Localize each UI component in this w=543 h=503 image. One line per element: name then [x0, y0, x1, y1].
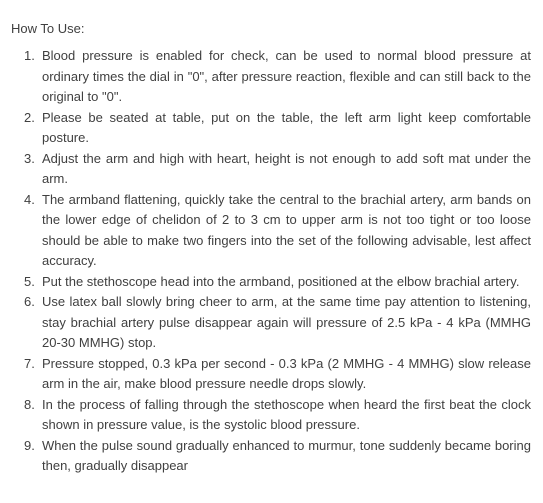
list-item-number: 8. [24, 396, 35, 412]
list-item-number: 1. [24, 48, 35, 63]
list-item-number: 6. [24, 294, 35, 309]
list-item [24, 436, 531, 477]
list-item [24, 190, 531, 272]
list-item-text: The armband flattening, quickly take the central to the brachial artery, arm bands on the lower edge of chelidon of 2 to 3 cm to upper arm is not too tight or too loose should be able to make two fingers into the set of the following advisable, lest affect accuracy. [42, 191, 531, 268]
list-item-number: 3. [24, 150, 35, 166]
list-item-text: Use latex ball slowly bring cheer to arm, at the same time pay attention to listening, stay brachial artery pulse disappear again will pressure of 2.5 kPa - 4 kPa (MMHG 20-30 MMHG) stop. [42, 294, 531, 350]
list-item-number: 7. [24, 355, 35, 371]
list-item [24, 395, 531, 436]
list-item-text: Adjust the arm and high with heart, height is not enough to add soft mat under the arm. [42, 150, 531, 186]
list-item-number: 2. [24, 109, 35, 125]
list-item-text: Pressure stopped, 0.3 kPa per second - 0.3 kPa (2 MMHG - 4 MMHG) slow release arm in the air, make blood pressure needle drops slowly. [42, 355, 531, 391]
list-item-number: 9. [24, 437, 35, 453]
list-item-number: 4. [24, 191, 35, 207]
list-item [24, 292, 531, 354]
list-item-text: Put the stethoscope head into the armband, positioned at the elbow brachial artery. [42, 273, 520, 289]
list-item-text: Please be seated at table, put on the table, the left arm light keep comfortable posture. [42, 109, 531, 145]
list-item-text: In the process of falling through the stethoscope when heard the first beat the clock shown in pressure value, is the systolic blood pressure. [42, 396, 531, 432]
list-item [24, 108, 531, 149]
list-item [24, 149, 531, 190]
instructions-heading: How To Use: [11, 21, 85, 36]
list-item [24, 354, 531, 395]
instructions-list [11, 46, 531, 477]
list-item-text: Blood pressure is enabled for check, can be used to normal blood pressure at ordinary times the dial in "0", after pressure reaction, flexible and can still back to the original to "0". [42, 48, 531, 104]
list-item-number: 5. [24, 273, 35, 289]
list-item-text: When the pulse sound gradually enhanced to murmur, tone suddenly became boring then, gradually disappear [42, 437, 531, 473]
list-item [24, 272, 531, 293]
list-item [24, 46, 531, 108]
